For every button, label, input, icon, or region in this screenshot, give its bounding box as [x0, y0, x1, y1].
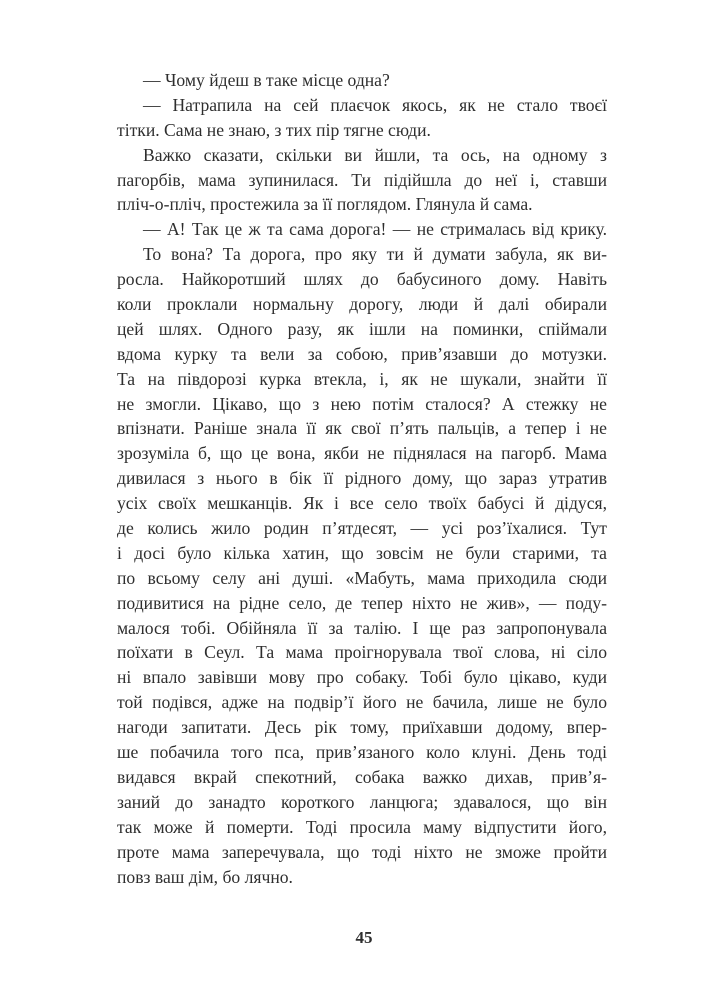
text-line: поїхати в Сеул. Та мама проігнорувала твої слова, ні сіло — [117, 642, 607, 663]
text-line: так може й померти. Тоді просила маму відпустити його, — [117, 816, 607, 837]
text-line: усіх своїх мешканців. Як і все село твоїх бабусі й дідуся, — [117, 493, 607, 514]
text-line: не змогли. Цікаво, що з нею потім сталося? А стежку не — [117, 393, 607, 414]
text-line: Та на півдорозі курка втекла, і, як не шукали, знайти її — [117, 368, 607, 389]
text-line: вдома курку та вели за собою, прив’язавши до мотузки. — [117, 343, 607, 364]
text-line: той подівся, адже на подвір’ї його не бачила, лише не було — [117, 692, 607, 713]
text-line: тітки. Сама не знаю, з тих пір тягне сюди. — [117, 119, 431, 140]
text-line: нагоди запитати. Десь рік тому, приїхавши додому, впер- — [117, 717, 607, 738]
page-number: 45 — [355, 928, 373, 947]
text-line: зрозуміла б, що це вона, якби не піднялася на пагорб. Мама — [117, 443, 607, 464]
text-line: Важко сказати, скільки ви йшли, та ось, на одному з — [143, 144, 607, 165]
text-line: заний до занадто короткого ланцюга; здавалося, що він — [117, 791, 607, 812]
text-line: малося тобі. Обійняла її за талію. І ще раз запропонувала — [117, 617, 607, 638]
text-line: коли проклали нормальну дорогу, люди й далі обирали — [117, 294, 607, 315]
text-line: цей шлях. Одного разу, як ішли на поминки, спіймали — [117, 318, 607, 339]
text-line: подивитися на рідне село, де тепер ніхто не жив», — поду- — [117, 592, 607, 613]
text-line: То вона? Та дорога, про яку ти й думати забула, як ви- — [143, 244, 607, 265]
text-line: видався вкрай спекотний, собака важко дихав, прив’я- — [117, 766, 607, 787]
text-line: пагорбів, мама зупинилася. Ти підійшла до неї і, ставши — [117, 169, 607, 190]
body-text — [117, 68, 607, 889]
text-line: і досі було кілька хатин, що зовсім не були старими, та — [117, 542, 607, 563]
text-line: впізнати. Раніше знала її як свої п’ять пальців, а тепер і не — [117, 418, 607, 439]
text-line: ні впало завівши мову про собаку. Тобі було цікаво, куди — [117, 667, 607, 688]
text-line: по всьому селу ані душі. «Мабуть, мама приходила сюди — [117, 567, 607, 588]
text-line: — Натрапила на сей плаєчок якось, як не стало твоєї — [143, 94, 607, 115]
text-line: — А! Так це ж та сама дорога! — не стрималась від крику. — [143, 219, 607, 240]
text-line: де колись жило родин п’ятдесят, — усі роз’їхалися. Тут — [117, 518, 607, 539]
text-line: росла. Найкоротший шлях до бабусиного дому. Навіть — [117, 269, 607, 290]
text-line: повз ваш дім, бо лячно. — [117, 866, 293, 887]
text-line: дивилася з нього в бік її рідного дому, що зараз утратив — [117, 468, 607, 489]
text-line: пліч-о-пліч, простежила за її поглядом. Глянула й сама. — [117, 194, 533, 215]
text-line: — Чому йдеш в таке місце одна? — [143, 70, 390, 90]
text-line: проте мама заперечувала, що тоді ніхто не зможе пройти — [117, 841, 607, 862]
text-line: ше побачила того пса, прив’язаного коло клуні. День тоді — [117, 742, 607, 763]
